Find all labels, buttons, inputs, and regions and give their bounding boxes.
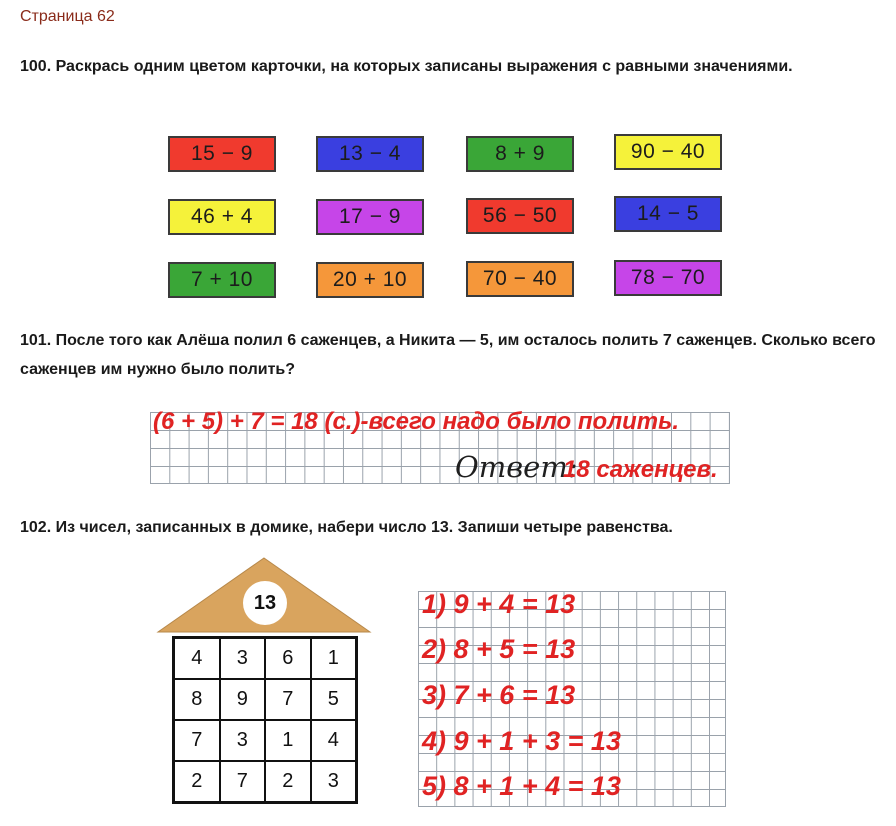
card[interactable]: 46 + 4 [168,199,276,235]
solution-101: (6 + 5) + 7 = 18 (с.)-всего надо было полить. [153,408,680,435]
roof-number: 13 [243,581,287,625]
card[interactable]: 20 + 10 [316,262,424,298]
house-cell: 7 [220,761,266,802]
equation-line: 1) 9 + 4 = 13 [422,589,576,619]
card[interactable]: 7 + 10 [168,262,276,298]
card[interactable]: 70 − 40 [466,261,574,297]
card[interactable]: 17 − 9 [316,199,424,235]
answer-101: 18 саженцев. [563,456,718,483]
house-cell: 2 [174,761,220,802]
house-cell: 4 [311,720,357,761]
card[interactable]: 56 − 50 [466,198,574,234]
house-cell: 4 [174,638,220,679]
house-cell: 3 [220,638,266,679]
house-cell: 9 [220,679,266,720]
card[interactable]: 90 − 40 [614,134,722,170]
house-cell: 7 [174,720,220,761]
house-cell: 8 [174,679,220,720]
card[interactable]: 13 − 4 [316,136,424,172]
card[interactable]: 15 − 9 [168,136,276,172]
house-cell: 5 [311,679,357,720]
equation-line: 3) 7 + 6 = 13 [422,680,576,710]
house-cell: 3 [311,761,357,802]
task-100-text: 100. Раскрась одним цветом карточки, на которых записаны выражения с равными значениями. [20,58,793,75]
house-cell: 3 [220,720,266,761]
card[interactable]: 8 + 9 [466,136,574,172]
answer-word: Ответ: [455,450,578,484]
equation-line: 5) 8 + 1 + 4 = 13 [422,771,621,801]
task-101-text: 101. После того как Алёша полил 6 саженцев, а Никита — 5, им осталось полить 7 саженцев. Сколько всего саженцев им нужно было полить? [20,332,876,378]
card[interactable]: 14 − 5 [614,196,722,232]
house-cell: 1 [311,638,357,679]
house-cell: 1 [265,720,311,761]
task-102-text: 102. Из чисел, записанных в домике, набери число 13. Запиши четыре равенства. [20,519,673,536]
equation-line: 2) 8 + 5 = 13 [422,634,576,664]
house-cell: 6 [265,638,311,679]
house-cell: 2 [265,761,311,802]
house-number-grid [172,636,358,804]
equation-line: 4) 9 + 1 + 3 = 13 [422,726,621,756]
house-cell: 7 [265,679,311,720]
page-label: Страница 62 [20,8,115,25]
card[interactable]: 78 − 70 [614,260,722,296]
